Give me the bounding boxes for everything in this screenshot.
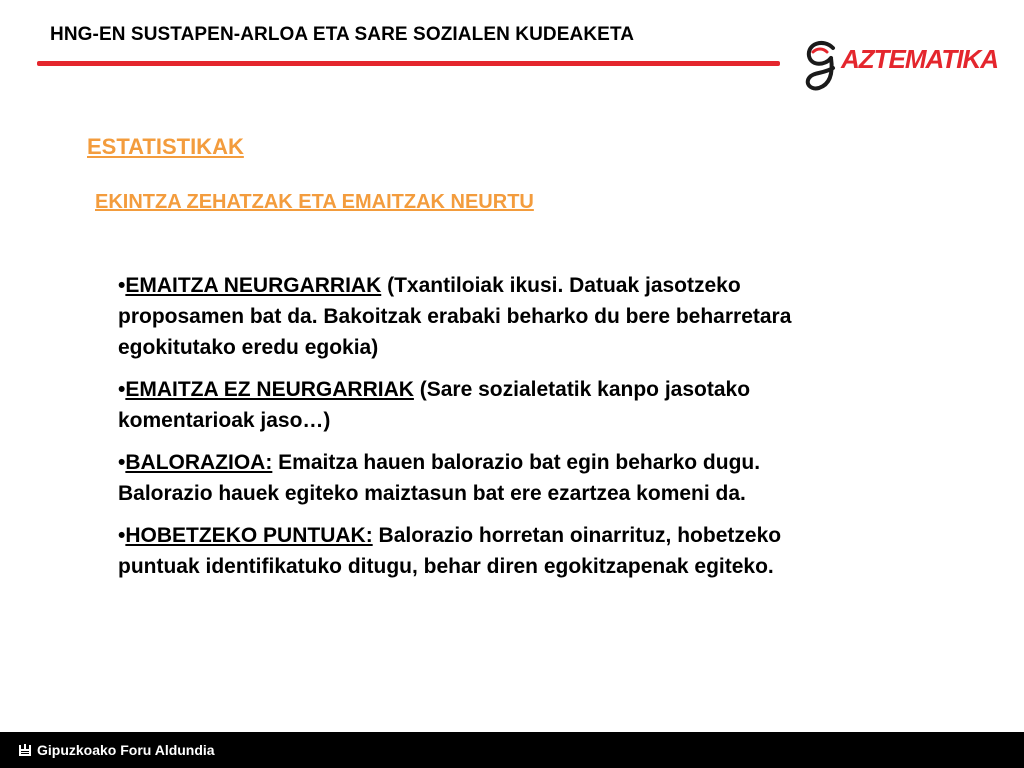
gaztematika-logo (803, 38, 999, 94)
bullet-marker: • (118, 274, 126, 297)
footer-label: Gipuzkoako Foru Aldundia (37, 742, 215, 758)
page-title: HNG-EN SUSTAPEN-ARLOA ETA SARE SOZIALEN KUDEAKETA (50, 24, 635, 45)
bullet-term: HOBETZEKO PUNTUAK: (125, 524, 373, 547)
bullet-text: Emaitza hauen balorazio bat egin beharko dugu. Balorazio hauek egiteko maiztasun bat ere ezartzea komeni da. (118, 451, 761, 505)
bullet-marker: • (118, 451, 126, 474)
logo-g-icon (803, 38, 843, 94)
crest-icon (18, 743, 32, 757)
section-title: ESTATISTIKAK (87, 134, 244, 159)
bullet-marker: • (118, 378, 126, 401)
bullet-text: (Sare sozialetatik kanpo jasotako komentarioak jaso…) (118, 378, 751, 432)
logo-wordmark: AZTEMATIKA (841, 44, 999, 74)
list-item (118, 447, 838, 509)
bullet-marker: • (118, 524, 126, 547)
list-item (118, 270, 838, 363)
bullet-text: (Txantiloiak ikusi. Datuak jasotzeko proposamen bat da. Bakoitzak erabaki beharko du bere beharretara egokitutako eredu egokia) (118, 274, 792, 359)
list-item (118, 520, 838, 582)
bullet-term: EMAITZA NEURGARRIAK (125, 274, 382, 297)
footer-bar (0, 732, 1024, 768)
section-subtitle: EKINTZA ZEHATZAK ETA EMAITZAK NEURTU (95, 191, 534, 213)
bullet-list (118, 270, 838, 593)
bullet-term: BALORAZIOA: (125, 451, 273, 474)
list-item (118, 374, 838, 436)
bullet-term: EMAITZA EZ NEURGARRIAK (125, 378, 414, 401)
bullet-text: Balorazio horretan oinarrituz, hobetzeko puntuak identifikatuko ditugu, behar diren egokitzapenak egiteko. (118, 524, 782, 578)
header-divider (37, 61, 780, 66)
